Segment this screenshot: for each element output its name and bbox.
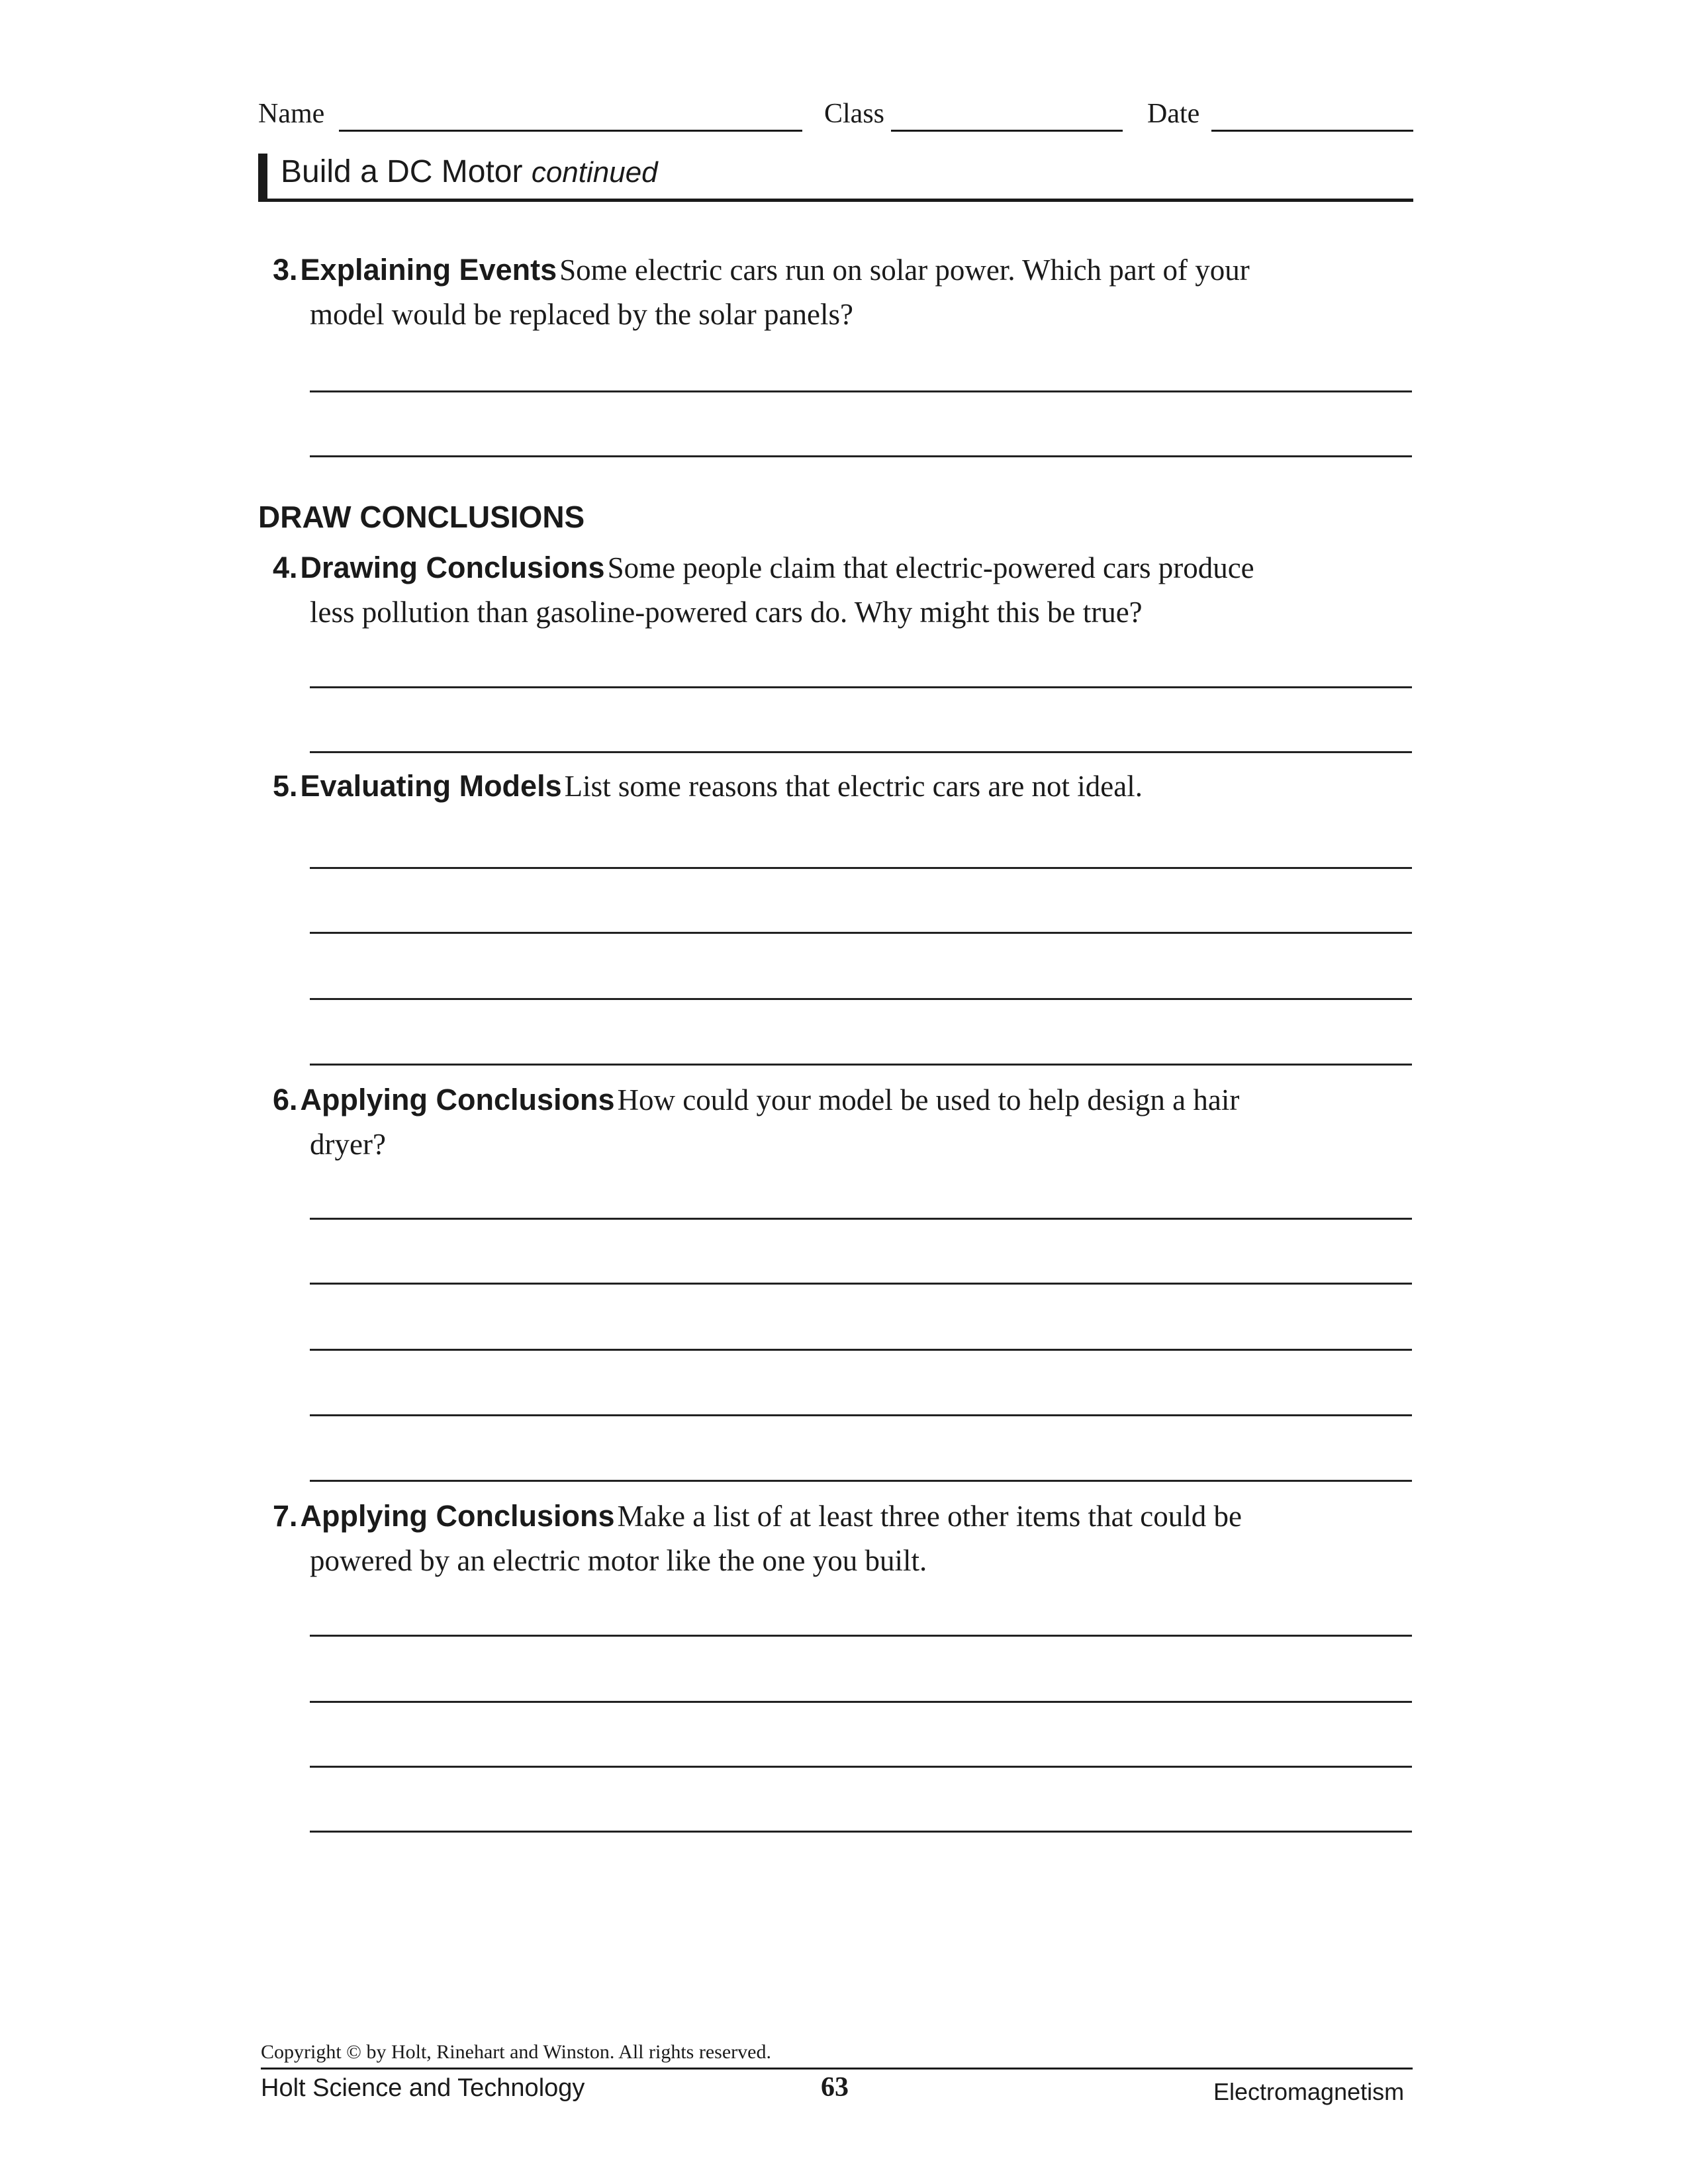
question-5 bbox=[273, 768, 1411, 812]
question-text-line-1: How could your model be used to help design a hair bbox=[617, 1083, 1240, 1116]
question-number: 4. bbox=[273, 551, 298, 584]
question-text-line-2: model would be replaced by the solar panels? bbox=[310, 298, 853, 331]
question-heading: Drawing Conclusions bbox=[300, 551, 605, 584]
question-number: 5. bbox=[273, 769, 298, 803]
answer-line-q4-1[interactable] bbox=[310, 686, 1412, 688]
question-heading: Evaluating Models bbox=[300, 769, 562, 803]
answer-line-q6-5[interactable] bbox=[310, 1480, 1412, 1482]
answer-line-q6-3[interactable] bbox=[310, 1349, 1412, 1351]
question-3 bbox=[273, 251, 1411, 333]
question-number: 6. bbox=[273, 1083, 298, 1116]
date-field[interactable] bbox=[1211, 130, 1413, 132]
question-7 bbox=[273, 1498, 1411, 1579]
page-number: 63 bbox=[821, 2072, 849, 2103]
answer-line-q6-4[interactable] bbox=[310, 1414, 1412, 1416]
answer-line-q7-3[interactable] bbox=[310, 1766, 1412, 1768]
question-4 bbox=[273, 549, 1411, 631]
answer-line-q6-1[interactable] bbox=[310, 1218, 1412, 1220]
page-title-suffix: continued bbox=[531, 156, 658, 189]
date-label: Date bbox=[1147, 99, 1200, 129]
question-text-line-2: less pollution than gasoline-powered cars do. Why might this be true? bbox=[310, 596, 1143, 629]
class-label: Class bbox=[824, 99, 885, 129]
question-text-line-2: dryer? bbox=[310, 1128, 386, 1161]
name-field[interactable] bbox=[339, 130, 802, 132]
answer-line-q3-1[interactable] bbox=[310, 390, 1412, 392]
question-text-line-1: Some people claim that electric-powered cars produce bbox=[607, 551, 1254, 584]
section-heading: DRAW CONCLUSIONS bbox=[258, 500, 585, 534]
question-text-line-1: Make a list of at least three other items that could be bbox=[617, 1500, 1242, 1533]
answer-line-q7-4[interactable] bbox=[310, 1831, 1412, 1833]
question-6 bbox=[273, 1081, 1411, 1163]
question-text-line-1: List some reasons that electric cars are not ideal. bbox=[564, 770, 1143, 803]
answer-line-q5-1[interactable] bbox=[310, 867, 1412, 869]
answer-line-q6-2[interactable] bbox=[310, 1283, 1412, 1285]
question-text-line-2: powered by an electric motor like the one you built. bbox=[310, 1544, 927, 1577]
answer-line-q4-2[interactable] bbox=[310, 751, 1412, 753]
question-number: 3. bbox=[273, 253, 298, 287]
question-number: 7. bbox=[273, 1499, 298, 1533]
answer-line-q3-2[interactable] bbox=[310, 455, 1412, 457]
page-title-main: Build a DC Motor bbox=[281, 154, 523, 189]
class-field[interactable] bbox=[891, 130, 1123, 132]
page-title bbox=[281, 154, 658, 190]
question-heading: Explaining Events bbox=[300, 253, 557, 287]
title-accent-bar bbox=[258, 154, 267, 199]
name-label: Name bbox=[258, 99, 325, 129]
chapter-title: Electromagnetism bbox=[1213, 2078, 1405, 2105]
answer-line-q5-3[interactable] bbox=[310, 998, 1412, 1000]
question-heading: Applying Conclusions bbox=[300, 1083, 615, 1116]
answer-line-q5-2[interactable] bbox=[310, 932, 1412, 934]
footer-rule bbox=[261, 2068, 1413, 2070]
book-title: Holt Science and Technology bbox=[261, 2074, 585, 2102]
question-text-line-1: Some electric cars run on solar power. Which part of your bbox=[559, 253, 1250, 287]
question-heading: Applying Conclusions bbox=[300, 1499, 615, 1533]
title-rule bbox=[258, 199, 1413, 202]
answer-line-q7-1[interactable] bbox=[310, 1635, 1412, 1637]
answer-line-q5-4[interactable] bbox=[310, 1064, 1412, 1066]
copyright-notice: Copyright © by Holt, Rinehart and Winston. All rights reserved. bbox=[261, 2041, 771, 2063]
answer-line-q7-2[interactable] bbox=[310, 1701, 1412, 1703]
